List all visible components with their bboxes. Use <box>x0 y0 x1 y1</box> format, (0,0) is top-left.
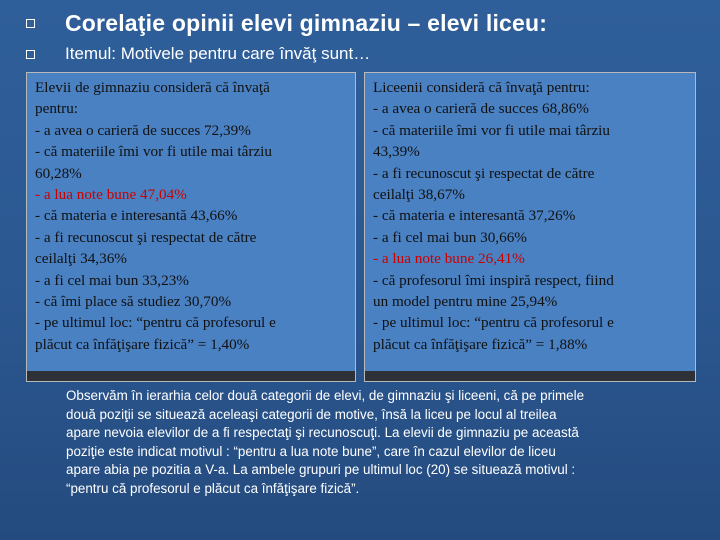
gimnaziu-line: ceilalţi 34,36% <box>35 250 127 268</box>
gimnaziu-line: pentru: <box>35 100 79 118</box>
liceu-line: - pe ultimul loc: “pentru că profesorul e <box>373 314 614 332</box>
liceu-line: 43,39% <box>373 143 420 161</box>
liceu-panel-body <box>365 73 695 373</box>
liceu-line: - a fi recunoscut şi respectat de către <box>373 164 595 182</box>
liceu-line: - că profesorul îmi inspiră respect, fiind <box>373 271 614 289</box>
gimnaziu-line: - a fi cel mai bun 33,23% <box>35 271 189 289</box>
liceu-line: - că materia e interesantă 37,26% <box>373 207 576 225</box>
conclusion-line: Observăm în ierarhia celor două categorii de elevi, de gimnaziu şi liceeni, că pe primele <box>66 388 585 403</box>
gimnaziu-line: Elevii de gimnaziu consideră că învaţă <box>35 79 270 96</box>
gimnaziu-line: - că materia e interesantă 43,66% <box>35 207 238 225</box>
liceu-line: - a fi cel mai bun 30,66% <box>373 228 527 246</box>
slide-title: Corelaţie opinii elevi gimnaziu – elevi liceu: <box>65 10 548 36</box>
conclusion-line: două poziţii se situează aceleaşi categorii de motive, însă la liceu pe locul al treilea <box>66 406 557 422</box>
gimnaziu-line: 60,28% <box>35 164 82 182</box>
gimnaziu-line: - a fi recunoscut şi respectat de către <box>35 228 257 246</box>
panel-shadow <box>27 371 355 381</box>
gimnaziu-line: - că materiile îmi vor fi utile mai târziu <box>35 143 273 161</box>
gimnaziu-panel <box>26 72 356 382</box>
panel-shadow <box>365 371 695 381</box>
liceu-line: Liceenii consideră că învaţă pentru: <box>373 79 590 96</box>
gimnaziu-panel-body <box>27 73 355 373</box>
liceu-panel <box>364 72 696 382</box>
liceu-line: - că materiile îmi vor fi utile mai târziu <box>373 121 611 139</box>
conclusion-line: apare nevoia elevilor de a fi respectaţi şi recunoscuţi. La elevii de gimnaziu pe această <box>66 425 579 441</box>
gimnaziu-line: - a avea o carieră de succes 72,39% <box>35 121 251 139</box>
subtitle-row <box>26 44 370 64</box>
conclusion-line: “pentru că profesorul e plăcut ca înfăţişare fizică”. <box>66 480 360 496</box>
square-bullet-icon <box>26 19 35 28</box>
gimnaziu-line: - că îmi place să studiez 30,70% <box>35 293 232 311</box>
conclusion-line: apare abia pe pozitia a V-a. La ambele grupuri pe ultimul loc (20) se situează motivul : <box>66 462 576 478</box>
liceu-line: - a avea o carieră de succes 68,86% <box>373 100 589 118</box>
gimnaziu-line: plăcut ca înfăţişare fizică” = 1,40% <box>35 335 250 353</box>
slide-subtitle: Itemul: Motivele pentru care învăţ sunt… <box>65 44 371 63</box>
gimnaziu-line: - pe ultimul loc: “pentru că profesorul e <box>35 314 276 332</box>
gimnaziu-line-highlighted: - a lua note bune 47,04% <box>35 186 187 204</box>
liceu-line-highlighted: - a lua note bune 26,41% <box>373 250 525 268</box>
conclusion-paragraph <box>66 387 706 499</box>
title-row <box>26 10 547 37</box>
liceu-line: un model pentru mine 25,94% <box>373 293 558 311</box>
liceu-line: ceilalţi 38,67% <box>373 186 465 204</box>
square-bullet-icon <box>26 50 35 59</box>
conclusion-line: poziţie este indicat motivul : “pentru a lua note bune”, care în cazul elevilor de liceu <box>66 443 556 459</box>
liceu-line: plăcut ca înfăţişare fizică” = 1,88% <box>373 335 588 353</box>
